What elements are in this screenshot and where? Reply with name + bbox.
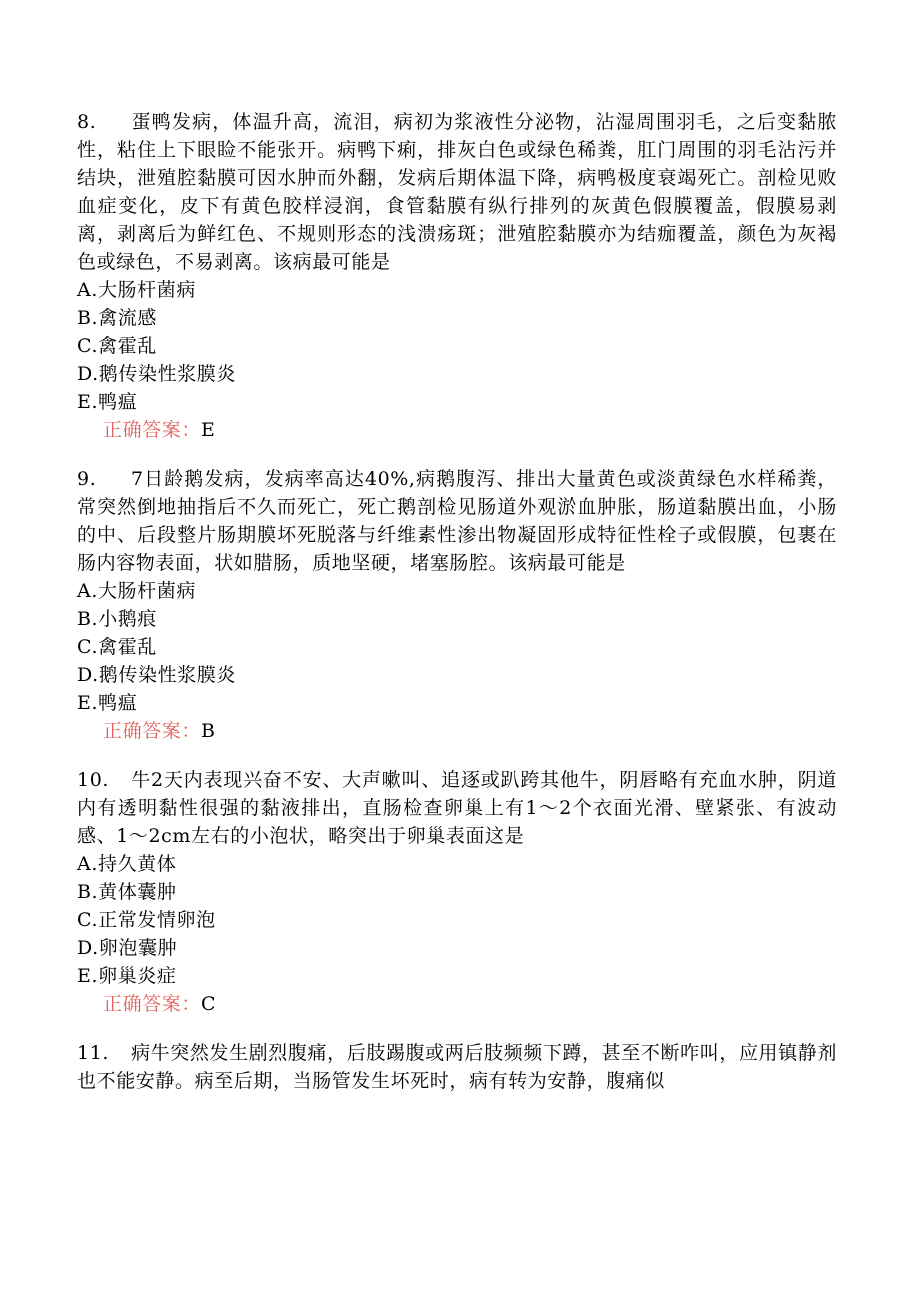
option-c: C.禽霍乱 — [77, 636, 157, 658]
answer-label: 正确答案： — [103, 993, 202, 1015]
question-text: 牛2天内表现兴奋不安、大声嗽叫、追逐或趴跨其他牛，阴唇略有充血水肿，阴道内有透明黏性很强的黏液排出，直肠检查卵巢上有1～2个衣面光滑、壁紧张、有波动感、1～2cm左右的小泡状，略突出于卵巢表面这是 — [77, 769, 837, 847]
question-number: 9. — [77, 468, 97, 490]
option-d: D.卵泡囊肿 — [77, 937, 178, 959]
option-list — [77, 577, 837, 717]
option-e: E.鸭瘟 — [77, 692, 138, 714]
option-e: E.卵巢炎症 — [77, 965, 177, 987]
question-9 — [77, 465, 837, 745]
answer-label: 正确答案： — [103, 720, 202, 742]
question-11 — [77, 1039, 837, 1095]
option-b: B.小鹅痕 — [77, 608, 158, 630]
correct-answer — [77, 990, 837, 1018]
option-b: B.黄体囊肿 — [77, 881, 177, 903]
answer-value: E — [201, 419, 216, 441]
question-stem — [77, 465, 837, 577]
option-c: C.正常发情卵泡 — [77, 909, 216, 931]
option-e: E.鸭瘟 — [77, 391, 138, 413]
option-list — [77, 276, 837, 416]
option-c: C.禽霍乱 — [77, 335, 157, 357]
question-text: 7日龄鹅发病，发病率高达40%,病鹅腹泻、排出大量黄色或淡黄绿色水样稀粪，常突然倒地抽指后不久而死亡，死亡鹅剖检见肠道外观淤血肿胀，肠道黏膜出血，小肠的中、后段整片肠期膜坏死脱落与纤维素性渗出物凝固形成特征性栓子或假膜，包裹在肠内容物表面，状如腊肠，质地坚硬，堵塞肠腔。该病最可能是 — [77, 468, 837, 574]
option-b: B.禽流感 — [77, 307, 158, 329]
question-text: 病牛突然发生剧烈腹痛，后肢踢腹或两后肢频频下蹲，甚至不断咋叫，应用镇静剂也不能安静。病至后期，当肠管发生坏死时，病有转为安静，腹痛似 — [77, 1042, 837, 1092]
correct-answer — [77, 416, 837, 444]
option-d: D.鹅传染性浆膜炎 — [77, 363, 236, 385]
question-number: 10. — [77, 769, 110, 791]
option-a: A.大肠杆菌病 — [77, 279, 196, 301]
question-10 — [77, 766, 837, 1018]
option-d: D.鹅传染性浆膜炎 — [77, 664, 236, 686]
question-number: 8. — [77, 111, 97, 133]
answer-label: 正确答案： — [103, 419, 202, 441]
question-stem — [77, 1039, 837, 1095]
option-a: A.大肠杆菌病 — [77, 580, 196, 602]
option-list — [77, 850, 837, 990]
correct-answer — [77, 717, 837, 745]
question-stem — [77, 108, 837, 276]
question-8 — [77, 108, 837, 444]
answer-value: B — [201, 720, 216, 742]
answer-value: C — [201, 993, 217, 1015]
question-number: 11. — [77, 1042, 110, 1064]
question-text: 蛋鸭发病，体温升高，流泪，病初为浆液性分泌物，沾湿周围羽毛，之后变黏脓性，粘住上下眼睑不能张开。病鸭下痢，排灰白色或绿色稀粪，肛门周围的羽毛沾污并结块，泄殖腔黏膜可因水肿而外翻，发病后期体温下降，病鸭极度衰竭死亡。剖检见败血症变化，皮下有黄色胶样浸润，食管黏膜有纵行排列的灰黄色假膜覆盖，假膜易剥离，剥离后为鲜红色、不规则形态的浅溃疡斑；泄殖腔黏膜亦为结痂覆盖，颜色为灰褐色或绿色，不易剥离。该病最可能是 — [77, 111, 837, 273]
document-page — [77, 108, 837, 1116]
option-a: A.持久黄体 — [77, 853, 177, 875]
question-stem — [77, 766, 837, 850]
